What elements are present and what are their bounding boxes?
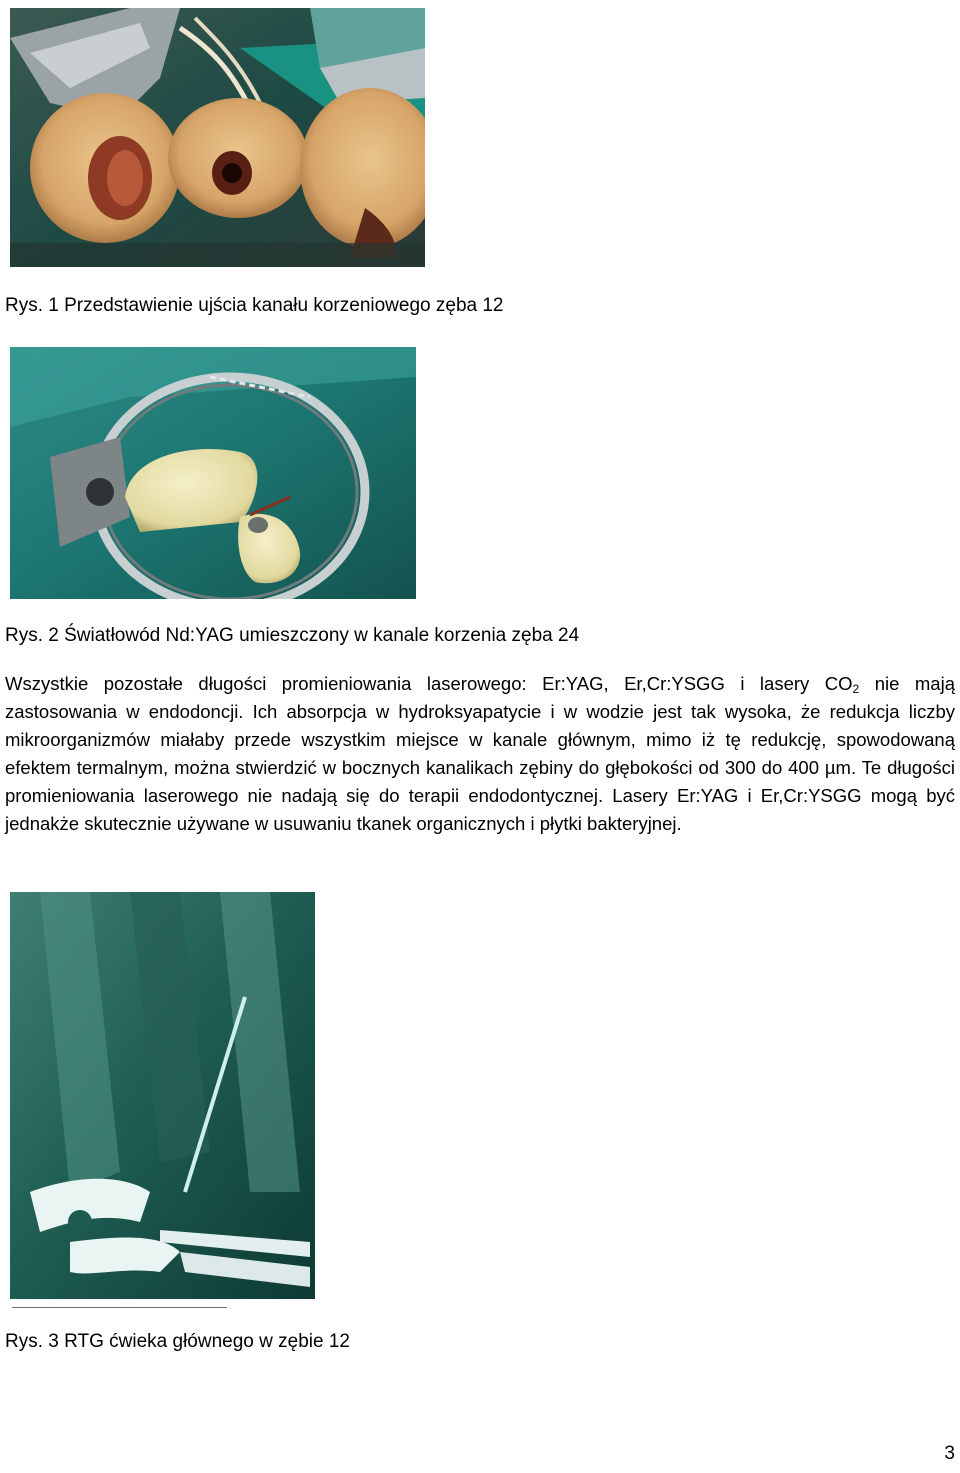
co2-subscript: 2 — [852, 682, 860, 696]
figure-3-radiograph — [10, 892, 315, 1299]
radiograph-label-scribble — [12, 1305, 232, 1308]
radiograph-embedded-label — [12, 1300, 232, 1308]
figure-3-image — [10, 892, 315, 1299]
figure-1-photo — [10, 8, 425, 267]
figure-2-photo — [10, 347, 416, 599]
figure-2-image — [10, 347, 416, 599]
figure-1-caption: Rys. 1 Przedstawienie ujścia kanału korzeniowego zęba 12 — [5, 295, 504, 316]
figure-1-image — [10, 8, 425, 267]
page-number: 3 — [944, 1443, 955, 1464]
body-paragraph — [5, 670, 955, 838]
paragraph-text-rest: nie mają zastosowania w endodoncji. Ich absorpcja w hydroksyapatycie i w wodzie jest tak wysoka, że redukcja liczby mikroorganizmów miałaby przede wszystkim miejsce w kanale głównym, mimo iż tę redukcję, spowodowaną efektem termalnym, można stwierdzić w bocznych kanalikach zębiny do głębokości od 300 do 400 µm. Te długości promieniowania laserowego nie nadają się do terapii endodontycznej. Lasery Er:YAG i Er,Cr:YSGG mogą być jednakże skutecznie używane w usuwaniu tkanek organicznych i płytki bakteryjnej. — [5, 673, 955, 834]
figure-2-caption: Rys. 2 Światłowód Nd:YAG umieszczony w kanale korzenia zęba 24 — [5, 625, 580, 646]
figure-3-caption: Rys. 3 RTG ćwieka głównego w zębie 12 — [5, 1331, 350, 1352]
paragraph-text-start: Wszystkie pozostałe długości promieniowania laserowego: Er:YAG, Er,Cr:YSGG i lasery CO — [5, 673, 853, 694]
